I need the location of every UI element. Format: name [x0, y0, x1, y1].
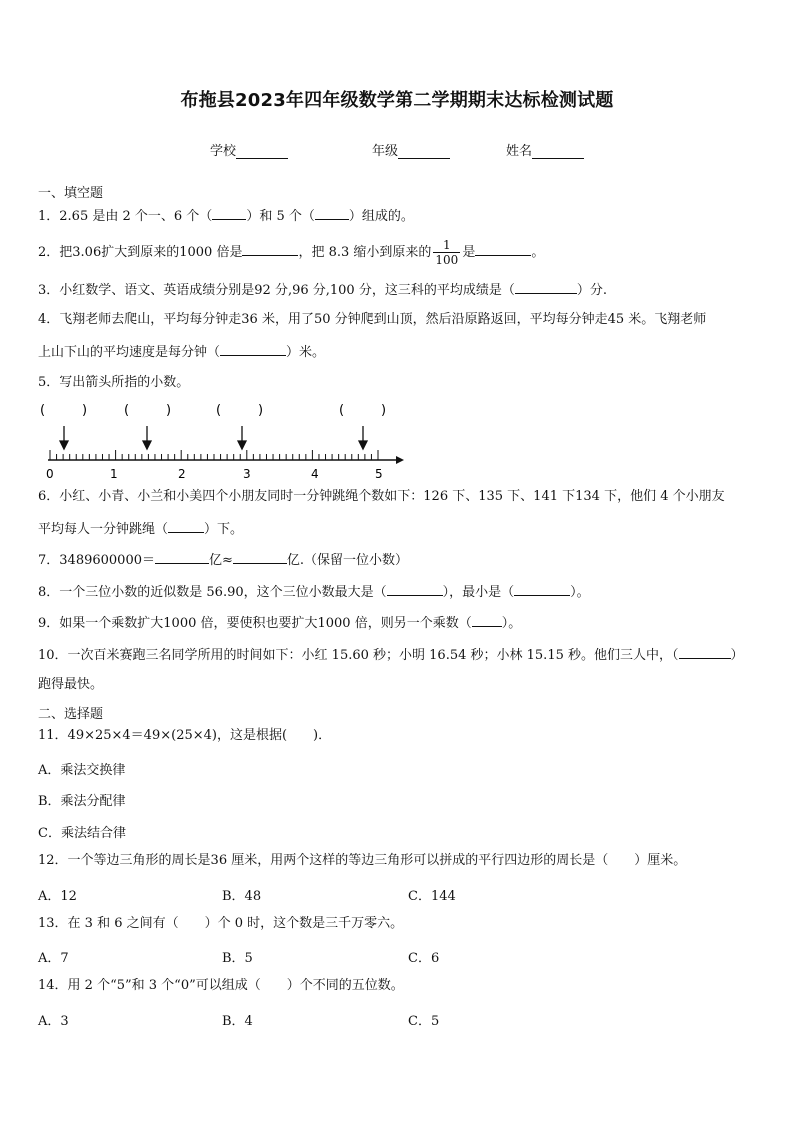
question-text: ）。 [501, 616, 522, 631]
school-blank [236, 145, 288, 159]
question-text: ）和 5 个（ [246, 209, 315, 224]
option-a: A．7 [38, 951, 69, 966]
question-text: 一个等边三角形的周长是36 厘米，用两个这样的等边三角形可以拼成的平行四边形的周长是（ ）厘米。 [67, 853, 687, 868]
question-number: 9． [38, 616, 60, 631]
fraction-numerator: 1 [433, 238, 460, 253]
option-c: C．144 [408, 889, 456, 904]
answer-blank [233, 551, 287, 564]
question-14 [38, 978, 404, 994]
question-2 [38, 236, 544, 270]
question-13 [38, 916, 403, 932]
answer-blank [155, 551, 209, 564]
question-text: 把3.06扩大到原来的1000 倍是 [59, 245, 243, 260]
number-line-figure [0, 396, 420, 484]
question-11 [38, 728, 331, 744]
question-number: 1． [38, 209, 60, 224]
question-text: ），最小是（ [442, 585, 515, 600]
question-number: 4． [38, 312, 60, 327]
question-6 [38, 489, 725, 505]
answer-blank [514, 583, 570, 596]
grade-label: 年级 [372, 144, 399, 159]
axis-ticks [50, 450, 378, 460]
question-text: ）下。 [204, 522, 244, 537]
fraction-denominator: 100 [435, 253, 459, 267]
question-text: 一个三位小数的近似数是 56.90，这个三位小数最大是（ [59, 585, 387, 600]
answer-blank [220, 343, 286, 356]
down-arrow-icon [359, 426, 367, 449]
option-b: B．5 [222, 951, 253, 966]
down-arrow-icon [60, 426, 68, 449]
answer-blank [212, 207, 246, 220]
bracket-open: ( [216, 403, 222, 418]
answer-blank [679, 646, 731, 659]
name-label: 姓名 [506, 144, 533, 159]
question-text: ）组成的。 [348, 209, 414, 224]
question-text: ）米。 [286, 345, 326, 360]
axis-arrow-icon [396, 456, 404, 464]
question-number: 13． [38, 916, 68, 931]
question-text: 3489600000＝ [59, 553, 155, 568]
question-text: 亿≈ [209, 553, 233, 568]
option-b: B．乘法分配律 [38, 794, 126, 809]
bracket-close: ) [381, 403, 387, 418]
bracket-open: ( [339, 403, 345, 418]
down-arrow-icon [143, 426, 151, 449]
question-1 [38, 207, 414, 225]
question-text: 49×25×4＝49×(25×4)，这是根据( )． [67, 728, 332, 743]
question-text: 用 2 个“5”和 3 个“0”可以组成（ ）个不同的五位数。 [67, 978, 404, 993]
question-number: 3． [38, 283, 60, 298]
fraction [433, 238, 460, 267]
bracket-close: ) [82, 403, 88, 418]
question-text: 上山下山的平均速度是每分钟（ [38, 345, 221, 360]
axis-label: 1 [110, 467, 118, 481]
question-text: 写出箭头所指的小数。 [59, 375, 190, 390]
axis-label: 4 [311, 467, 319, 481]
answer-blank [315, 207, 349, 220]
answer-blank [515, 281, 577, 294]
question-number: 6． [38, 489, 60, 504]
question-4-line-2 [38, 343, 325, 361]
question-5 [38, 375, 189, 391]
school-label: 学校 [210, 144, 237, 159]
question-text: 如果一个乘数扩大1000 倍，要使积也要扩大1000 倍，则另一个乘数（ [59, 616, 472, 631]
question-3 [38, 281, 607, 299]
option-a: A．乘法交换律 [38, 763, 126, 778]
option-c: C．6 [408, 951, 440, 966]
grade-field [372, 140, 450, 159]
question-text: 飞翔老师去爬山，平均每分钟走36 米，用了50 分钟爬到山顶，然后沿原路返回，平均每分钟走45 米。飞翔老师 [59, 312, 707, 327]
page-title: 布拖县2023年四年级数学第二学期期末达标检测试题 [180, 90, 614, 111]
question-text: 小红数学、语文、英语成绩分别是92 分,96 分,100 分，这三科的平均成绩是（ [59, 283, 515, 298]
section-heading-multiple-choice: 二、选择题 [38, 707, 104, 722]
question-number: 12． [38, 853, 68, 868]
option-c: C．乘法结合律 [38, 826, 126, 841]
option-b: B．4 [222, 1014, 253, 1029]
bracket-close: ) [258, 403, 264, 418]
question-7 [38, 551, 408, 569]
axis-label: 2 [178, 467, 186, 481]
option-c: C．5 [408, 1014, 440, 1029]
grade-blank [398, 145, 450, 159]
question-text: 2.65 是由 2 个一、6 个（ [59, 209, 213, 224]
school-field [210, 140, 288, 159]
question-8 [38, 583, 590, 601]
question-text: 在 3 和 6 之间有（ ）个 0 时，这个数是三千万零六。 [67, 916, 404, 931]
down-arrow-icon [238, 426, 246, 449]
question-text: 小红、小青、小兰和小美四个小朋友同时一分钟跳绳个数如下：126 下、135 下、141 下134 下，他们 4 个小朋友 [59, 489, 725, 504]
bracket-close: ) [166, 403, 172, 418]
option-a: A．12 [38, 889, 77, 904]
name-blank [532, 145, 584, 159]
option-b: B．48 [222, 889, 262, 904]
question-number: 5． [38, 375, 60, 390]
answer-blank [472, 614, 502, 627]
question-6-line-2 [38, 520, 243, 538]
axis-label: 5 [375, 467, 383, 481]
question-4 [38, 312, 706, 328]
question-text: ）分. [576, 283, 607, 298]
question-9 [38, 614, 521, 632]
question-10 [38, 646, 744, 664]
answer-blank [168, 520, 204, 533]
answer-blank [475, 243, 531, 256]
option-a: A．3 [38, 1014, 69, 1029]
question-text: ）。 [570, 585, 590, 600]
answer-blank [387, 583, 443, 596]
bracket-open: ( [40, 403, 46, 418]
question-12 [38, 853, 686, 869]
question-number: 2． [38, 245, 60, 260]
question-number: 8． [38, 585, 60, 600]
question-number: 7． [38, 553, 60, 568]
question-number: 11． [38, 728, 68, 743]
question-text: 是 [462, 245, 476, 260]
question-text: ） [730, 648, 744, 663]
question-number: 14． [38, 978, 68, 993]
question-number: 10． [38, 648, 68, 663]
axis-label: 0 [46, 467, 54, 481]
answer-blank [242, 243, 298, 256]
section-heading-fill-in: 一、填空题 [38, 186, 104, 201]
axis-label: 3 [243, 467, 251, 481]
question-text: 亿.（保留一位小数） [286, 553, 409, 568]
question-text: ，把 8.3 缩小到原来的 [298, 245, 432, 260]
question-text: 。 [531, 245, 545, 260]
question-10-line-2 [38, 677, 103, 693]
bracket-open: ( [124, 403, 130, 418]
question-text: 跑得最快。 [38, 677, 104, 692]
question-text: 平均每人一分钟跳绳（ [38, 522, 169, 537]
question-text: 一次百米赛跑三名同学所用的时间如下：小红 15.60 秒；小明 16.54 秒；小林 15.15 秒。他们三人中，（ [67, 648, 679, 663]
name-field [506, 140, 584, 159]
